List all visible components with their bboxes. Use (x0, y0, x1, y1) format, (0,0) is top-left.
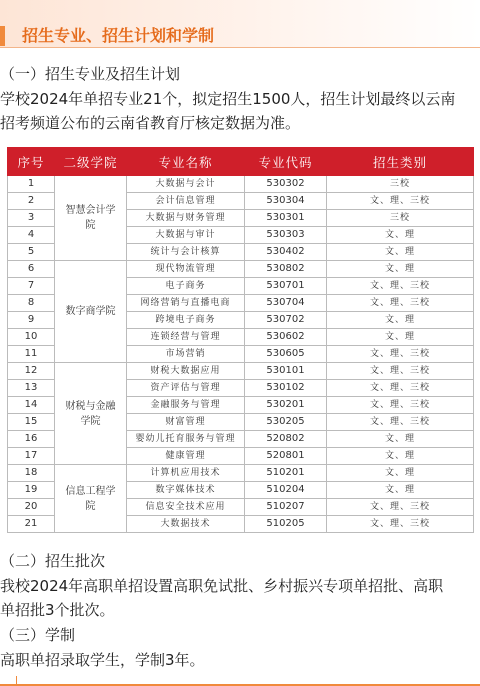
cell-no: 18 (8, 465, 55, 482)
cell-major: 资产评估与管理 (127, 380, 245, 397)
part2-line1: 我校2024年高职单招设置高职免试批、乡村振兴专项单招批、高职 (0, 577, 444, 595)
part1-line2: 招考频道公布的云南省教育厅核定数据为准。 (0, 114, 301, 132)
cell-code: 510204 (245, 482, 327, 499)
cell-major: 电子商务 (127, 278, 245, 295)
header-major: 专业名称 (127, 148, 245, 176)
cell-no: 21 (8, 516, 55, 533)
cell-major: 数字媒体技术 (127, 482, 245, 499)
cell-category: 文、理、三校 (327, 346, 474, 363)
part1-heading: （一）招生专业及招生计划 (0, 65, 181, 83)
cell-code: 530301 (245, 210, 327, 227)
table-header-row (8, 148, 474, 176)
cell-category: 文、理 (327, 244, 474, 261)
cell-major: 信息安全技术应用 (127, 499, 245, 516)
cell-code: 520801 (245, 448, 327, 465)
part2-text (0, 574, 480, 622)
cell-major: 网络营销与直播电商 (127, 295, 245, 312)
cell-category: 文、理 (327, 482, 474, 499)
cell-code: 530802 (245, 261, 327, 278)
cell-code: 510207 (245, 499, 327, 516)
cell-major: 财税大数据应用 (127, 363, 245, 380)
part3-text (0, 648, 480, 672)
part3-line1: 高职单招录取学生，学制3年。 (0, 651, 205, 669)
cell-no: 6 (8, 261, 55, 278)
cell-major: 连锁经营与管理 (127, 329, 245, 346)
cell-code: 530102 (245, 380, 327, 397)
cell-major: 大数据与财务管理 (127, 210, 245, 227)
cell-category: 文、理、三校 (327, 414, 474, 431)
cell-no: 15 (8, 414, 55, 431)
cell-college: 财税与金融学院 (55, 363, 127, 465)
cell-major: 大数据技术 (127, 516, 245, 533)
cell-category: 文、理 (327, 312, 474, 329)
cell-code: 530704 (245, 295, 327, 312)
cell-category: 文、理、三校 (327, 380, 474, 397)
header-accent-bar (0, 26, 5, 46)
cell-code: 530402 (245, 244, 327, 261)
cell-category: 文、理、三校 (327, 193, 474, 210)
table-row (8, 465, 474, 482)
cell-category: 文、理、三校 (327, 363, 474, 380)
cell-category: 文、理 (327, 448, 474, 465)
cell-category: 文、理、三校 (327, 397, 474, 414)
table-row (8, 176, 474, 193)
cell-no: 5 (8, 244, 55, 261)
header-no: 序号 (8, 148, 55, 176)
cell-no: 13 (8, 380, 55, 397)
cell-no: 17 (8, 448, 55, 465)
cell-code: 530602 (245, 329, 327, 346)
cell-major: 跨境电子商务 (127, 312, 245, 329)
cell-major: 会计信息管理 (127, 193, 245, 210)
part1-text (0, 87, 480, 135)
cell-code: 510201 (245, 465, 327, 482)
cell-college: 信息工程学院 (55, 465, 127, 533)
part3-heading: （三）学制 (0, 626, 76, 644)
header-code: 专业代码 (245, 148, 327, 176)
cell-no: 16 (8, 431, 55, 448)
cell-no: 7 (8, 278, 55, 295)
cell-no: 9 (8, 312, 55, 329)
cell-major: 大数据与会计 (127, 176, 245, 193)
cell-no: 12 (8, 363, 55, 380)
cell-college: 智慧会计学院 (55, 176, 127, 261)
cell-no: 2 (8, 193, 55, 210)
cell-category: 文、理、三校 (327, 499, 474, 516)
cell-major: 市场营销 (127, 346, 245, 363)
cell-category: 文、理 (327, 465, 474, 482)
cell-code: 530201 (245, 397, 327, 414)
cell-category: 文、理 (327, 227, 474, 244)
cell-no: 19 (8, 482, 55, 499)
part2-heading: （二）招生批次 (0, 552, 106, 570)
cell-no: 3 (8, 210, 55, 227)
cell-code: 530101 (245, 363, 327, 380)
header-category: 招生类别 (327, 148, 474, 176)
cell-category: 文、理、三校 (327, 295, 474, 312)
cell-major: 金融服务与管理 (127, 397, 245, 414)
table-row (8, 261, 474, 278)
cell-no: 11 (8, 346, 55, 363)
cell-code: 530605 (245, 346, 327, 363)
table-body (8, 176, 474, 533)
cell-code: 530702 (245, 312, 327, 329)
cell-category: 文、理 (327, 329, 474, 346)
cell-category: 文、理、三校 (327, 278, 474, 295)
part2-line2: 单招批3个批次。 (0, 601, 115, 619)
cell-category: 文、理 (327, 261, 474, 278)
cell-code: 530701 (245, 278, 327, 295)
cell-major: 财富管理 (127, 414, 245, 431)
header-college: 二级学院 (55, 148, 127, 176)
cell-category: 三校 (327, 176, 474, 193)
cell-code: 530205 (245, 414, 327, 431)
section-header (0, 0, 480, 48)
enrollment-table (7, 147, 474, 533)
header-divider (0, 47, 480, 48)
cell-no: 10 (8, 329, 55, 346)
section-title: 招生专业、招生计划和学制 (22, 26, 215, 45)
cell-major: 健康管理 (127, 448, 245, 465)
cell-code: 530303 (245, 227, 327, 244)
cell-no: 8 (8, 295, 55, 312)
cell-major: 统计与会计核算 (127, 244, 245, 261)
cell-no: 20 (8, 499, 55, 516)
part1-line1: 学校2024年单招专业21个，拟定招生1500人，招生计划最终以云南 (0, 90, 456, 108)
cell-no: 4 (8, 227, 55, 244)
cell-major: 现代物流管理 (127, 261, 245, 278)
cell-code: 520802 (245, 431, 327, 448)
cell-no: 14 (8, 397, 55, 414)
cell-college: 数字商学院 (55, 261, 127, 363)
cell-code: 530302 (245, 176, 327, 193)
cell-major: 大数据与审计 (127, 227, 245, 244)
cell-code: 530304 (245, 193, 327, 210)
cell-category: 文、理 (327, 431, 474, 448)
cell-no: 1 (8, 176, 55, 193)
cell-code: 510205 (245, 516, 327, 533)
cell-category: 文、理、三校 (327, 516, 474, 533)
cell-major: 婴幼儿托育服务与管理 (127, 431, 245, 448)
table-row (8, 363, 474, 380)
cell-major: 计算机应用技术 (127, 465, 245, 482)
cell-category: 三校 (327, 210, 474, 227)
